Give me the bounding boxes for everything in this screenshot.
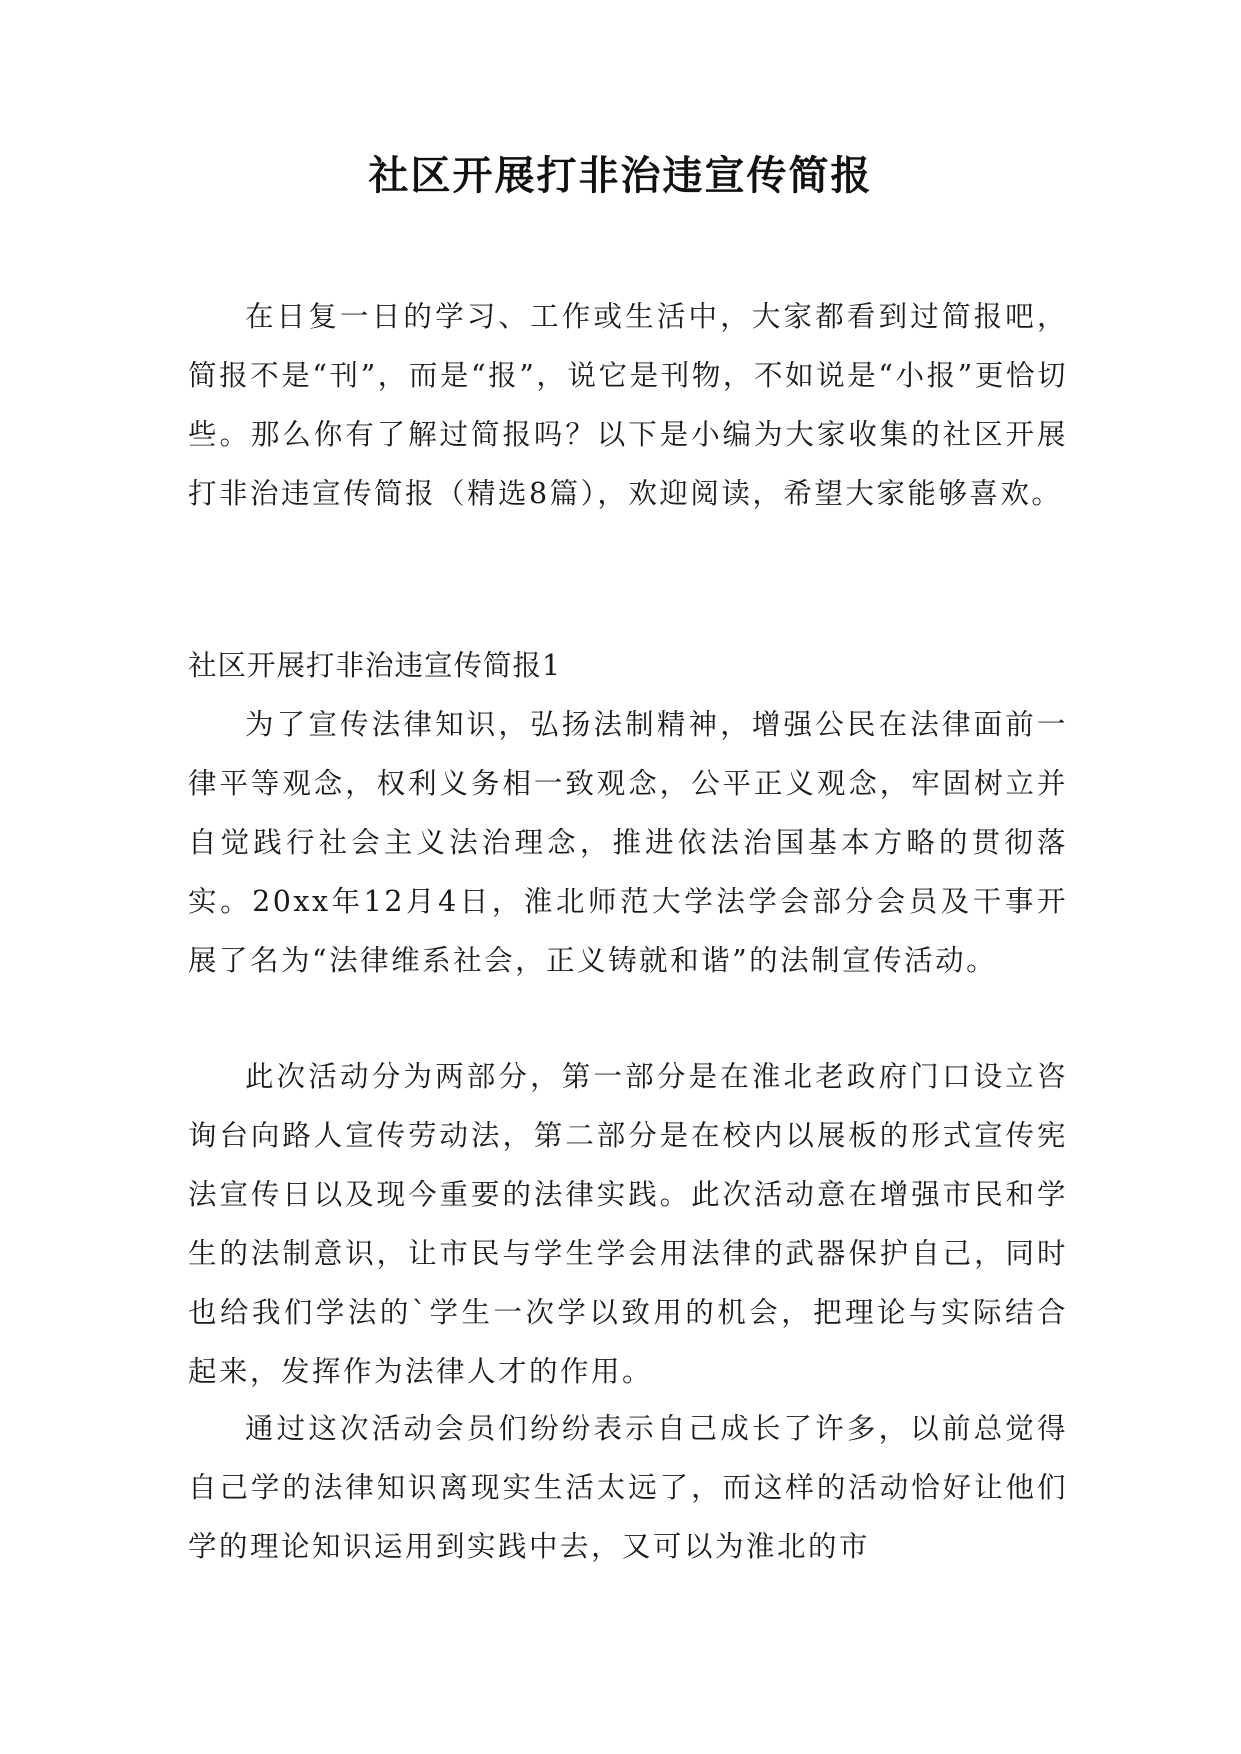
intro-paragraph: 在日复一日的学习、工作或生活中，大家都看到过简报吧，简报不是“刊”，而是“报”，说它是刊物，不如说是“小报”更恰切些。那么你有了解过简报吗？以下是小编为大家收集的社区开展打非治违宣传简报（精选8篇），欢迎阅读，希望大家能够喜欢。 bbox=[188, 300, 1068, 510]
body-paragraph: 通过这次活动会员们纷纷表示自己成长了许多，以前总觉得自己学的法律知识离现实生活太远了，而这样的活动恰好让他们学的理论知识运用到实践中去，又可以为淮北的市 bbox=[188, 1412, 1068, 1563]
section-heading: 社区开展打非治违宣传简报1 bbox=[188, 649, 562, 682]
document-title: 社区开展打非治违宣传简报 bbox=[368, 152, 873, 199]
body-paragraph: 此次活动分为两部分，第一部分是在淮北老政府门口设立咨询台向路人宣传劳动法，第二部分是在校内以展板的形式宣传宪法宣传日以及现今重要的法律实践。此次活动意在增强市民和学生的法制意识，让市民与学生学会用法律的武器保护自己，同时也给我们学法的`学生一次学以致用的机会，把理论与实际结合起来，发挥作为法律人才的作用。 bbox=[188, 1060, 1068, 1388]
body-paragraph: 为了宣传法律知识，弘扬法制精神，增强公民在法律面前一律平等观念，权利义务相一致观念，公平正义观念，牢固树立并自觉践行社会主义法治理念，推进依法治国基本方略的贯彻落实。20xx年12月4日，淮北师范大学法学会部分会员及干事开展了名为“法律维系社会，正义铸就和谐”的法制宣传活动。 bbox=[188, 708, 1068, 977]
